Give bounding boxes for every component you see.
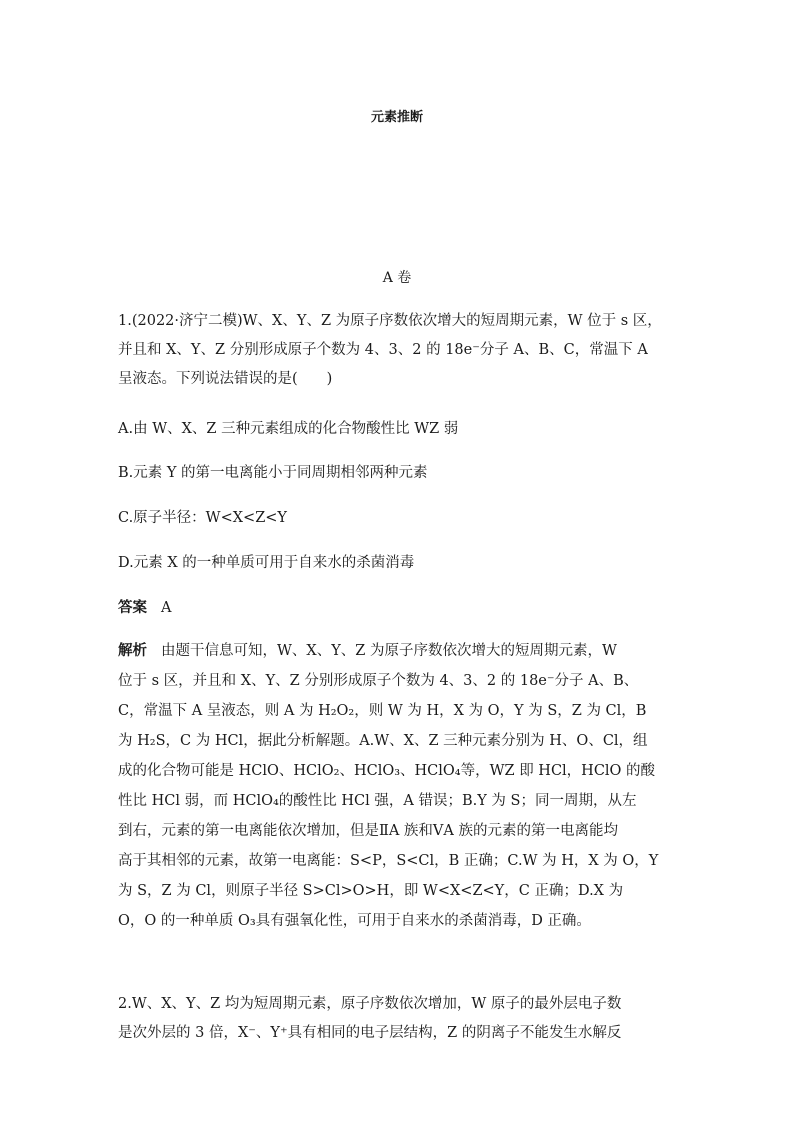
analysis-line: 为 H₂S，C 为 HCl，据此分析解题。A.W、X、Z 三种元素分别为 H、O、Cl，组: [118, 733, 648, 749]
answer-value: A: [161, 600, 172, 616]
analysis-block: [118, 636, 678, 936]
analysis-line: 性比 HCl 弱，而 HClO₄的酸性比 HCl 强，A 错误；B.Y 为 S；同一周期，从左: [118, 793, 637, 809]
page-title: 元素推断: [370, 110, 423, 125]
analysis-label: 解析: [118, 642, 147, 659]
analysis-line: C，常温下 A 呈液态，则 A 为 H₂O₂，则 W 为 H，X 为 O，Y 为 S，Z 为 Cl，B: [118, 703, 647, 719]
question-1-line: 呈液态。下列说法错误的是( ): [118, 371, 333, 387]
option-c: C.原子半径：W<X<Z<Y: [118, 510, 288, 526]
option-b: B.元素 Y 的第一电离能小于同周期相邻两种元素: [118, 465, 428, 481]
question-2-line: 是次外层的 3 倍，X⁻、Y⁺具有相同的电子层结构，Z 的阴离子不能发生水解反: [118, 1025, 622, 1041]
question-2-line: 2.W、X、Y、Z 均为短周期元素，原子序数依次增加，W 原子的最外层电子数: [118, 996, 622, 1012]
answer-row: [118, 596, 171, 617]
option-a: A.由 W、X、Z 三种元素组成的化合物酸性比 WZ 弱: [118, 421, 459, 437]
analysis-line: 高于其相邻的元素，故第一电离能：S<P，S<Cl，B 正确；C.W 为 H，X 为 O，Y: [118, 853, 659, 869]
section-heading: A 卷: [382, 270, 412, 286]
analysis-line: 到右，元素的第一电离能依次增加，但是ⅡA 族和ⅤA 族的元素的第一电离能均: [118, 823, 618, 839]
analysis-line: 成的化合物可能是 HClO、HClO₂、HClO₃、HClO₄等，WZ 即 HCl，HClO 的酸: [118, 763, 656, 779]
question-2-stem: [118, 990, 678, 1048]
analysis-line: 解析 由题干信息可知，W、X、Y、Z 为原子序数依次增大的短周期元素，W: [118, 642, 617, 659]
answer-label: 答案: [118, 599, 147, 616]
question-1-line: 1.(2022·济宁二模)W、X、Y、Z 为原子序数依次增大的短周期元素，W 位于 s 区，: [118, 313, 662, 329]
option-d: D.元素 X 的一种单质可用于自来水的杀菌消毒: [118, 555, 415, 571]
question-1-stem: [118, 307, 678, 394]
analysis-line: O，O 的一种单质 O₃具有强氧化性，可用于自来水的杀菌消毒，D 正确。: [118, 913, 591, 929]
analysis-line: 为 S，Z 为 Cl，则原子半径 S>Cl>O>H，即 W<X<Z<Y，C 正确；D.X 为: [118, 883, 624, 899]
analysis-line: 位于 s 区，并且和 X、Y、Z 分别形成原子个数为 4、3、2 的 18e⁻分子 A、B、: [118, 673, 639, 689]
question-1-line: 并且和 X、Y、Z 分别形成原子个数为 4、3、2 的 18e⁻分子 A、B、C，常温下 A: [118, 342, 648, 358]
